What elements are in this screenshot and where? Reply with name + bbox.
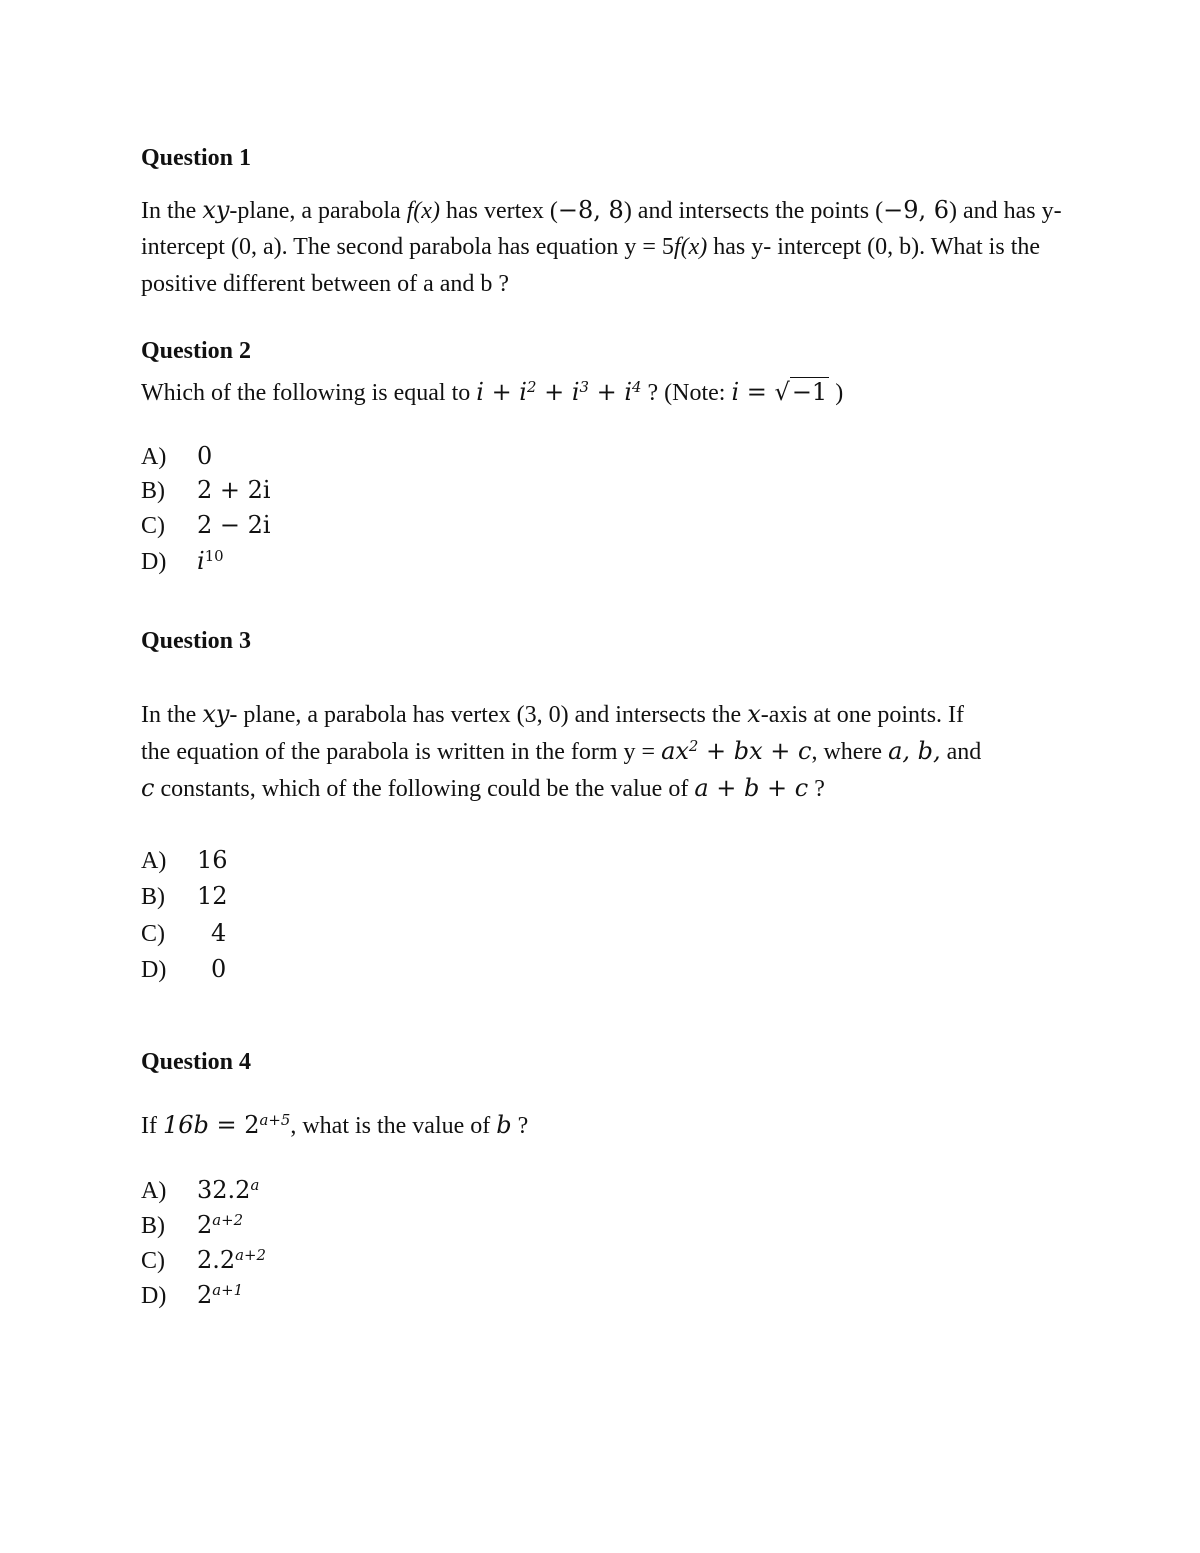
question-1-line-1: In the xy-plane, a parabola f(x) has vertex (−8, 8) and intersects the points (−9, 6) and has y-: [141, 196, 1062, 224]
question-4-option-a: A) 32.2$^a$: [141, 1175, 260, 1204]
question-3-line-2: the equation of the parabola is written in the form $y = ax^2$ + bx + c, where a, b, and: [141, 736, 982, 765]
question-1-line-3: positive different between of a and b ?: [141, 271, 510, 297]
question-3-option-d: D) 0: [141, 955, 227, 983]
question-3-line-3: c constants, which of the following could be the value of a + b + c ?: [141, 774, 825, 802]
question-4-option-c: C) $2.2^{a+2}$: [141, 1245, 266, 1274]
question-1-title: Question 1: [141, 145, 252, 171]
question-4-title: Question 4: [141, 1049, 252, 1075]
question-3-line-1: In the xy- plane, a parabola has vertex (3, 0) and intersects the x-axis at one points. If: [141, 700, 965, 728]
question-4-option-b: B) $2^{a+2}$: [141, 1210, 244, 1239]
question-4-stem: If $16b = 2^{a+5}$, what is the value of b ?: [141, 1110, 529, 1139]
question-3-option-c: C) 4: [141, 919, 227, 947]
question-1-line-2: intercept (0, a). The second parabola has equation y = 5f(x) has y- intercept (0, b). What is the: [141, 234, 1041, 260]
question-2-option-c: C) 2 − 2i: [141, 511, 271, 539]
question-3-title: Question 3: [141, 628, 252, 654]
question-2-title: Question 2: [141, 338, 252, 364]
question-3-option-b: B) 12: [141, 882, 228, 910]
question-4-option-d: D) $2^{a+1}$: [141, 1280, 244, 1309]
question-2-stem: Which of the following is equal to $i + i^2 + i^3 + i^4$ ? (Note: i = √−1 ): [141, 377, 844, 406]
question-2-option-b: B) 2 + 2i: [141, 476, 271, 504]
question-2-option-a: A) 0: [141, 442, 213, 470]
question-2-option-d: D) $i^{10}$: [141, 546, 224, 575]
question-3-option-a: A) 16: [141, 846, 228, 874]
